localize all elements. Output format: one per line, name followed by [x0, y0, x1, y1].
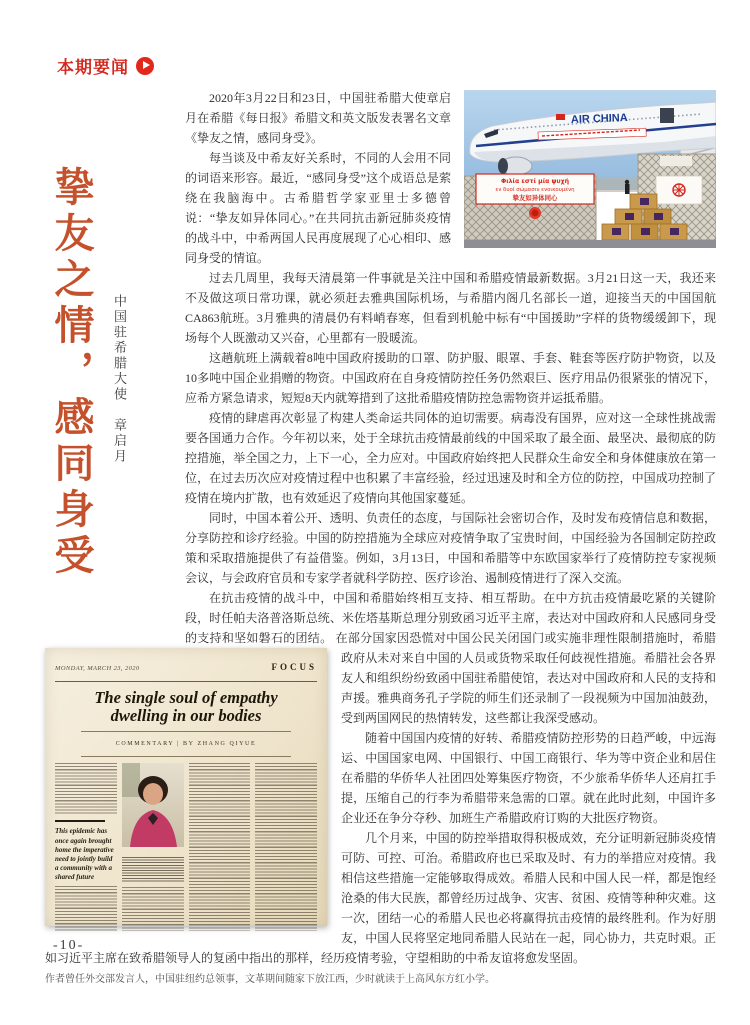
newsprint-text-lines — [55, 886, 117, 931]
paragraph-9: 几个月来，中国的防控举措取得积极成效，充分证明新冠肺炎疫情可防、可控、可治。希腊政府也已采取及时、有力的举措应对疫情。我相信这些措施一定能够取得成效。希腊人民和中国人民一样，都是饱经沧桑的伟大民族，都曾经历过战争、灾害、贫困、疫情等种种灾难。这一次，团结一心的希腊人民也必将赢得抗击疫情的最终胜利。作为好朋友，中国人民将坚定地同希腊人民站在一起，同心协力，共克时艰。正如习近平主席在致希腊领导人的复函中指出的那样，经历疫情考验，守望相助的中希友谊将愈发坚固。 — [45, 831, 716, 965]
cargo-plane-illustration — [464, 90, 716, 248]
aid-banner-line3: 挚友如异体同心 — [512, 195, 558, 202]
paragraph-7-part2: 在部分国家因恐慌对中国公民关闭国门或实施非理性限制措施时，希腊政府从未对来自中国的人员或货物采取任何歧视性措施。希腊社会各界友人和组织纷纷致函中国驻希腊使馆，表达对中国政府和人民的支持和声援。雅典商务孔子学院的师生们还录制了一段视频为中国加油鼓劲，受到两国网民的热情转发，这些都让我深受感动。 — [335, 631, 716, 725]
clipping-pullquote: This epidemic has once again brought home the imperative need to jointly build a community with a shared future — [55, 827, 114, 881]
paragraph-5: 疫情的肆虐再次彰显了构建人类命运共同体的迫切需要。病毒没有国界，应对这一全球性挑战需要各国通力合作。今年初以来，处于全球抗击疫情最前线的中国采取了最全面、最坚决、最彻底的防控措施，举全国之力，上下一心，全力应对。中国政府始终把人民群众生命安全和身体健康放在第一位，在过去历次应对疫情过程中也积累了丰富经验，经过迅速及时和全方位的防控，中国成功控制了疫情在境内扩散，也有效延迟了疫情向其他国家蔓延。 — [185, 411, 716, 505]
china-flag-icon — [556, 114, 565, 120]
clipping-column-2 — [122, 763, 184, 931]
clipping-header — [55, 657, 317, 682]
page-number: -10- — [53, 938, 85, 953]
clipping-kicker: COMMENTARY | BY ZHANG QIYUE — [81, 731, 291, 757]
clipping-date: MONDAY, MARCH 23, 2020 — [55, 665, 140, 672]
seal-icon — [529, 207, 541, 219]
newsprint-text-lines — [189, 763, 251, 931]
newsprint-text-lines — [122, 887, 184, 931]
paragraph-3: 过去几周里，我每天清晨第一件事就是关注中国和希腊疫情最新数据。3月21日这一天，我还来不及做这项日常功课，就必须赶去雅典国际机场，与希腊内阁几名部长一道，迎接当天的中国国航CA863航班。3月雅典的清晨仍有料峭春寒，但看到机舱中标有“中国援助”字样的货物缓缓卸下，现场每个人既激动又兴奋，心里都有一股暖流。 — [185, 271, 716, 345]
newsprint-text-lines — [255, 763, 317, 931]
author-footnote: 作者曾任外交部发言人，中国驻纽约总领事，文革期间随家下放江西，少时就读于上高风东方红小学。 — [45, 974, 495, 985]
paragraph-4: 这趟航班上满载着8吨中国政府援助的口罩、防护服、眼罩、手套、鞋套等医疗防护物资，以及10多吨中国企业捐赠的物资。中国政府在自身疫情防控任务仍然艰巨、医疗用品仍很紧张的情况下，应希方紧急请求，短短8天内就筹措到了这批希腊疫情防控急需物资并运抵希腊。 — [185, 351, 716, 405]
clipping-column-1 — [55, 763, 117, 931]
clipping-section-label: FOCUS — [271, 662, 317, 672]
section-header — [57, 53, 154, 78]
layout-spacer — [45, 88, 185, 644]
cargo-plane-photo — [464, 90, 716, 248]
article-byline-vertical: 中国驻希腊大使 章启月 — [112, 294, 127, 465]
paragraph-2: 每当谈及中希友好关系时，不同的人会用不同的词语来形容。最近，“感同身受”这个成语总是萦绕在我脑海中。古希腊哲学家亚里士多德曾说：“挚友如异体同心。”在共同抗击新冠肺炎疫情的战斗中，中希两国人民再度展现了心心相印、感同身受的情谊。 — [185, 151, 451, 265]
newspaper-clipping — [45, 648, 327, 926]
commentary-author-photo — [122, 763, 184, 853]
paragraph-6: 同时，中国本着公开、透明、负责任的态度，与国际社会密切合作，及时发布疫情信息和数据，分享防控和诊疗经验。中国的防控措施为全球应对疫情争取了宝贵时间，中国经验为各国制定防控政策和采取措施提供了有益借鉴。例如，3月13日，中国和希腊等中东欧国家举行了疫情防控专家视频会议，与会政府官员和专家学者就科学防控、医疗诊治、遏制疫情进行了深入交流。 — [185, 511, 716, 585]
clipping-columns — [55, 763, 317, 931]
clipping-column-4 — [255, 763, 317, 931]
section-header-label: 本期要闻 — [57, 58, 129, 77]
pullquote-rule — [55, 820, 105, 823]
newsprint-text-lines — [55, 763, 117, 815]
clipping-column-3 — [189, 763, 251, 931]
airline-title: AIR CHINA — [570, 112, 628, 126]
article-body — [45, 88, 716, 990]
paragraph-7-part1: 在抗击疫情的战斗中，中国和希腊始终相互支持、相互帮助。在中方抗击疫情最吃紧的关键阶段，时任帕夫洛普洛斯总统、米佐塔基斯总理分别致函习近平主席，表达对中国政府和人民感同身受的支持和坚如磐石的团结。 — [185, 591, 716, 645]
paragraph-1: 2020年3月22日和23日，中国驻希腊大使章启月在希腊《每日报》希腊文和英文版发表署名文章《挚友之情，感同身受》。 — [185, 91, 451, 145]
clipping-headline: The single soul of empathy dwelling in our bodies — [94, 688, 278, 726]
aid-banner-line1: Φιλία εστί μία ψυχή — [500, 178, 570, 185]
aid-banner-line2: εν δυοί σώμασιν ενοικουμένη — [495, 187, 575, 193]
photo-caption-lines — [122, 857, 184, 883]
play-icon — [136, 57, 154, 75]
paragraph-8: 随着中国国内疫情的好转、希腊疫情防控形势的日趋严峻，中远海运、中国国家电网、中国银行、中国工商银行、华为等中资企业和居住在希腊的华侨华人社团四处筹集医疗物资，不少旅希华侨华人还肩扛手提，压缩自己的行李为希腊带来急需的口罩。就在此时此刻，中国许多企业还在争分夺秒、加班生产希腊政府订购的大批医疗物资。 — [341, 731, 716, 825]
article-title-vertical: 挚友之情，感同身受 — [49, 166, 94, 580]
